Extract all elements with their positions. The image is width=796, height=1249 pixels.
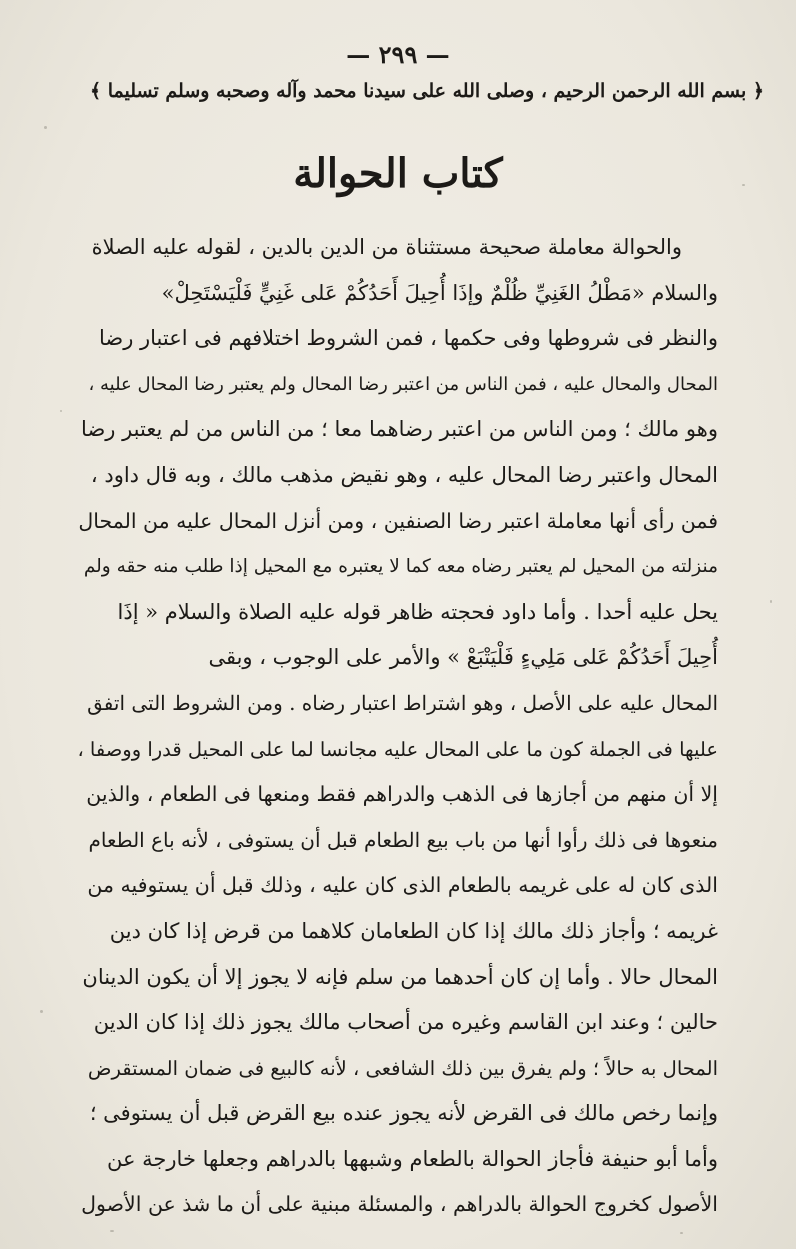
text-line: منعوها فى ذلك رأوا أنها من باب بيع الطعام قبل أن يستوفى ، لأنه باع الطعام: [88, 827, 718, 852]
text-line: المحال به حالاً ؛ ولم يفرق بين ذلك الشافعى ، لأنه كالبيع فى ضمان المستقرض: [87, 1056, 718, 1080]
text-line: الذى كان له على غريمه بالطعام الذى كان عليه ، وذلك قبل أن يستوفيه من: [87, 873, 718, 898]
text-line: وإنما رخص مالك فى القرض لأنه يجوز عنده بيع القرض قبل أن يستوفى ؛: [89, 1101, 718, 1126]
text-line: وهو مالك ؛ ومن الناس من اعتبر رضاهما معا ؛ من الناس من لم يعتبر رضا: [81, 417, 718, 442]
text-line: عليها فى الجملة كون ما على المحال عليه مجانسا لما على المحيل قدرا ووصفا ،: [77, 737, 718, 761]
paper-speck: [680, 1232, 683, 1234]
text-line: غريمه ؛ وأجاز ذلك مالك إذا كان الطعامان كلاهما من قرض إذا كان دين: [109, 918, 718, 943]
text-line: حالين ؛ وعند ابن القاسم وغيره من أصحاب مالك يجوز ذلك إذا كان الدين: [93, 1010, 718, 1035]
basmala-header: ﴿ بسم الله الرحمن الرحيم ، وصلى الله على سيدنا محمد وآله وصحبه وسلم تسليما ﴾: [90, 80, 764, 102]
paper-speck: [110, 1230, 114, 1232]
text-line: الأصول كخروج الحوالة بالدراهم ، والمسئلة مبنية على أن ما شذ عن الأصول: [81, 1192, 718, 1217]
paper-speck: [60, 410, 62, 412]
text-line: والنظر فى شروطها وفى حكمها ، فمن الشروط اختلافهم فى اعتبار رضا: [98, 326, 718, 351]
text-line: وأما أبو حنيفة فأجاز الحوالة بالطعام وشبهها بالدراهم وجعلها خارجة عن: [106, 1146, 718, 1171]
text-line: فمن رأى أنها معاملة اعتبر رضا الصنفين ، ومن أنزل المحال عليه من المحال: [78, 508, 718, 533]
text-line: المحال عليه على الأصل ، وهو اشتراط اعتبار رضاه . ومن الشروط التى اتفق: [87, 690, 718, 715]
text-line: أُحِيلَ أَحَدُكُمْ عَلى مَلِيءٍ فَلْيَتْبَعْ » والأمر على الوجوب ، وبقى: [208, 645, 718, 670]
paper-speck: [40, 1010, 43, 1013]
paper-speck: [44, 126, 47, 129]
text-line: إلا أن منهم من أجازها فى الذهب والدراهم فقط ومنعها فى الطعام ، والذين: [86, 782, 718, 807]
text-line: يحل عليه أحدا . وأما داود فحجته ظاهر قوله عليه الصلاة والسلام « إذَا: [117, 599, 718, 624]
body-text: [78, 225, 718, 1228]
text-line: والسلام «مَطْلُ الغَنِيِّ ظُلْمٌ وإذَا أُحِيلَ أَحَدُكُمْ عَلى غَنِيٍّ فَلْيَسْتَحِلْ»: [161, 280, 718, 305]
paper-speck: [770, 600, 772, 603]
text-line: منزلته من المحيل لم يعتبر رضاه معه كما لا يعتبره مع المحيل إذا طلب منه حقه ولم: [83, 556, 718, 578]
text-line: المحال حالا . وأما إن كان أحدهما من سلم فإنه لا يجوز إلا أن يكون الدينان: [82, 964, 718, 989]
text-line: والحوالة معاملة صحيحة مستثناة من الدين بالدين ، لقوله عليه الصلاة: [91, 235, 682, 259]
page-number: — ٢٩٩ —: [346, 40, 450, 69]
chapter-title: كتاب الحوالة: [293, 150, 503, 197]
text-line: المحال والمحال عليه ، فمن الناس من اعتبر رضا المحال ولم يعتبر رضا المحال عليه ،: [88, 373, 718, 395]
text-line: المحال واعتبر رضا المحال عليه ، وهو نقيض مذهب مالك ، وبه قال داود ،: [90, 462, 718, 487]
